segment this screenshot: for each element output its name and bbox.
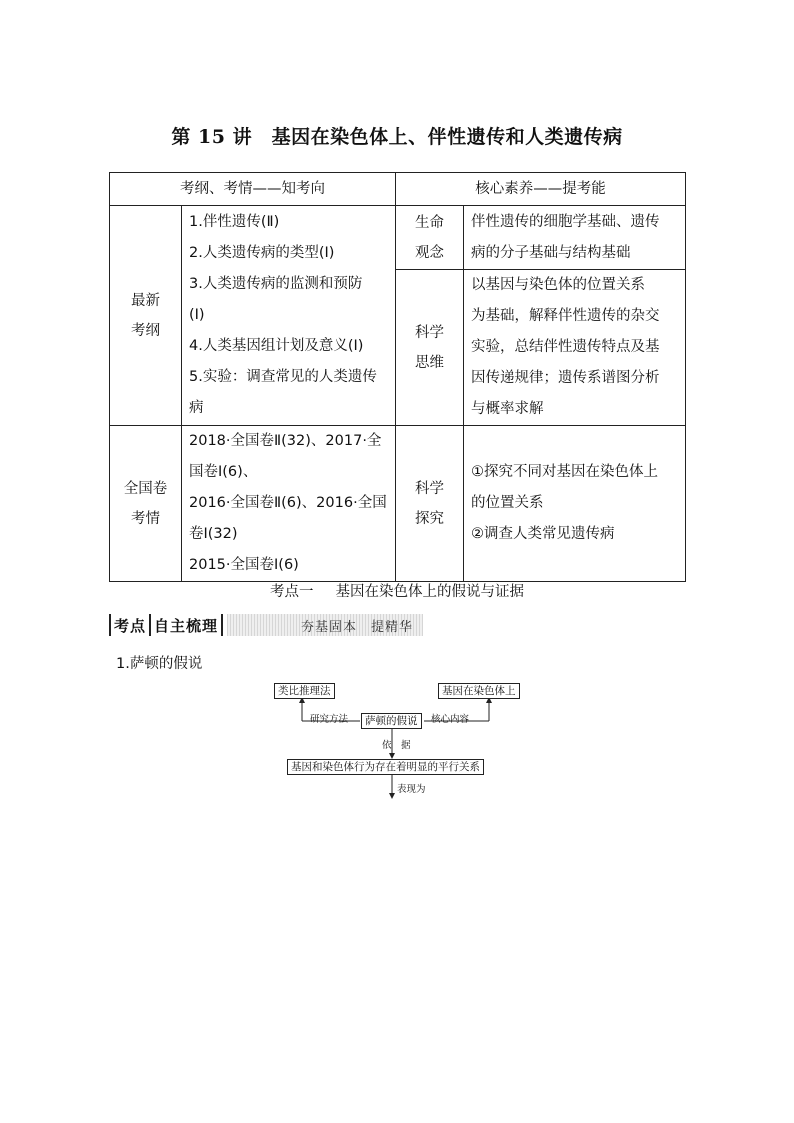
syllabus-table	[109, 172, 686, 582]
label-scientific-thinking: 科学 思维	[396, 270, 464, 426]
label-research-method: 研究方法	[310, 714, 349, 725]
box-parallel-relationship: 基因和染色体行为存在着明显的平行关系	[287, 759, 484, 775]
label-core-content: 核心内容	[431, 714, 470, 725]
section-slogan: 夯基固本 提精华	[227, 614, 423, 636]
label-basis: 依 据	[382, 740, 411, 751]
label-life-concept: 生命 观念	[396, 206, 464, 270]
section-tag-self-review: 自主梳理	[154, 616, 219, 635]
scientific-inquiry-text: ①探究不同对基因在染色体上 的位置关系 ②调查人类常见遗传病	[464, 426, 686, 582]
section-tag-kaodian: 考点	[114, 616, 147, 635]
label-manifests-as: 表现为	[397, 784, 426, 795]
header-syllabus: 考纲、考情——知考向	[110, 173, 396, 206]
box-sutton-hypothesis: 萨顿的假说	[361, 713, 422, 729]
section-bar	[109, 613, 423, 637]
syllabus-items: 1.伴性遗传(Ⅱ) 2.人类遗传病的类型(Ⅰ) 3.人类遗传病的监测和预防 (Ⅰ) 4.人类基因组计划及意义(Ⅰ) 5.实验：调查常见的人类遗传 病	[182, 206, 396, 426]
box-analogy-method: 类比推理法	[274, 683, 335, 699]
label-national-exam: 全国卷 考情	[110, 426, 182, 582]
exam-items: 2018·全国卷Ⅱ(32)、2017·全 国卷Ⅰ(6)、 2016·全国卷Ⅱ(6)、2016·全国 卷Ⅰ(32) 2015·全国卷Ⅰ(6)	[182, 426, 396, 582]
scientific-thinking-text: 以基因与染色体的位置关系 为基础，解释伴性遗传的杂交 实验，总结伴性遗传特点及基 因传递规律；遗传系谱图分析 与概率求解	[464, 270, 686, 426]
bar-divider	[221, 614, 223, 636]
box-genes-on-chromosomes: 基因在染色体上	[438, 683, 520, 699]
topic-heading	[0, 580, 794, 601]
sutton-hypothesis-diagram	[280, 680, 530, 810]
topic-number: 考点一	[270, 584, 314, 600]
topic-title: 基因在染色体上的假说与证据	[335, 584, 524, 600]
label-scientific-inquiry: 科学 探究	[396, 426, 464, 582]
label-latest-syllabus: 最新 考纲	[110, 206, 182, 426]
subheading: 1.萨顿的假说	[116, 656, 203, 672]
header-competency: 核心素养——提考能	[396, 173, 686, 206]
life-concept-text: 伴性遗传的细胞学基础、遗传 病的分子基础与结构基础	[464, 206, 686, 270]
page-title: 第 15 讲 基因在染色体上、伴性遗传和人类遗传病	[171, 126, 623, 148]
